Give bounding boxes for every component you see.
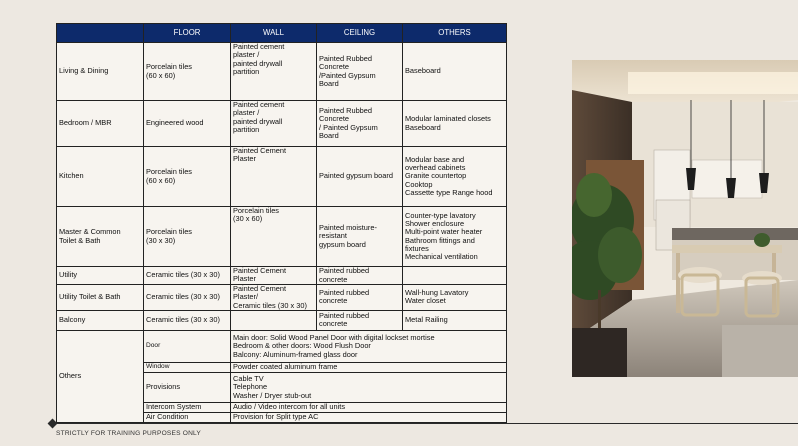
ceiling-cell: Painted moisture- resistant gypsum board (317, 207, 403, 267)
table-header-row (57, 24, 507, 43)
others-item-detail: Audio / Video intercom for all units (231, 402, 507, 412)
wall-cell: Painted cement plaster / painted drywall partition (231, 43, 317, 101)
others-item-name: Intercom System (144, 402, 231, 412)
others-item-detail: Provision for Split type AC (231, 412, 507, 422)
wall-cell: Porcelain tiles (30 x 60) (231, 207, 317, 267)
room-cell: Master & Common Toilet & Bath (57, 207, 144, 267)
header-others: OTHERS (403, 24, 507, 43)
room-cell: Bedroom / MBR (57, 101, 144, 147)
ceiling-cell: Painted Rubbed Concrete / Painted Gypsum Board (317, 101, 403, 147)
floor-cell: Porcelain tiles (60 x 60) (144, 147, 231, 207)
others-cell: Metal Railing (403, 310, 507, 330)
others-cell: Modular base and overhead cabinets Granite countertop Cooktop Cassette type Range hood (403, 147, 507, 207)
ceiling-cell: Painted rubbed concrete (317, 285, 403, 311)
others-item-name: Provisions (144, 372, 231, 402)
wall-cell (231, 310, 317, 330)
header-room (57, 24, 144, 43)
ceiling-cell: Painted Rubbed Concrete /Painted Gypsum Board (317, 43, 403, 101)
wall-cell: Painted cement plaster / painted drywall partition (231, 101, 317, 147)
wall-cell: Painted Cement Plaster/ Ceramic tiles (30 x 30) (231, 285, 317, 311)
others-cell: Counter-type lavatory Shower enclosure Multi-point water heater Bathroom fittings and fixtures Mechanical ventilation (403, 207, 507, 267)
room-cell: Utility (57, 267, 144, 285)
others-row (57, 330, 507, 362)
table-row (57, 310, 507, 330)
others-item-name: Door (144, 330, 231, 362)
header-floor: FLOOR (144, 24, 231, 43)
finishes-spec-table (56, 23, 507, 423)
header-wall: WALL (231, 24, 317, 43)
room-cell: Utility Toilet & Bath (57, 285, 144, 311)
ceiling-cell: Painted gypsum board (317, 147, 403, 207)
others-item-name: Air Condition (144, 412, 231, 422)
floor-cell: Ceramic tiles (30 x 30) (144, 285, 231, 311)
others-item-detail: Powder coated aluminum frame (231, 362, 507, 372)
wall-cell: Painted Cement Plaster (231, 147, 317, 207)
footer-rule (52, 423, 798, 424)
footer-disclaimer: STRICTLY FOR TRAINING PURPOSES ONLY (56, 430, 202, 437)
floor-cell: Ceramic tiles (30 x 30) (144, 267, 231, 285)
table-row (57, 147, 507, 207)
ceiling-cell: Painted rubbed concrete (317, 267, 403, 285)
table-body (57, 43, 507, 423)
table-row (57, 207, 507, 267)
table-row (57, 101, 507, 147)
others-group-label: Others (57, 330, 144, 422)
floor-cell: Porcelain tiles (60 x 60) (144, 43, 231, 101)
floor-cell: Porcelain tiles (30 x 30) (144, 207, 231, 267)
kitchen-dining-illustration (572, 60, 798, 377)
header-ceiling: CEILING (317, 24, 403, 43)
floor-cell: Ceramic tiles (30 x 30) (144, 310, 231, 330)
others-item-detail: Main door: Solid Wood Panel Door with digital lockset mortise Bedroom & other doors: Wood Flush Door Balcony: Aluminum-framed glass door (231, 330, 507, 362)
room-cell: Balcony (57, 310, 144, 330)
room-cell: Living & Dining (57, 43, 144, 101)
wall-cell: Painted Cement Plaster (231, 267, 317, 285)
interior-photo (572, 60, 798, 377)
others-cell: Wall-hung Lavatory Water closet (403, 285, 507, 311)
table-row (57, 285, 507, 311)
room-cell: Kitchen (57, 147, 144, 207)
table-row (57, 43, 507, 101)
others-item-detail: Cable TV Telephone Washer / Dryer stub-out (231, 372, 507, 402)
others-cell (403, 267, 507, 285)
others-item-name: Window (144, 362, 231, 372)
others-cell: Baseboard (403, 43, 507, 101)
floor-cell: Engineered wood (144, 101, 231, 147)
others-cell: Modular laminated closets Baseboard (403, 101, 507, 147)
table-row (57, 267, 507, 285)
ceiling-cell: Painted rubbed concrete (317, 310, 403, 330)
